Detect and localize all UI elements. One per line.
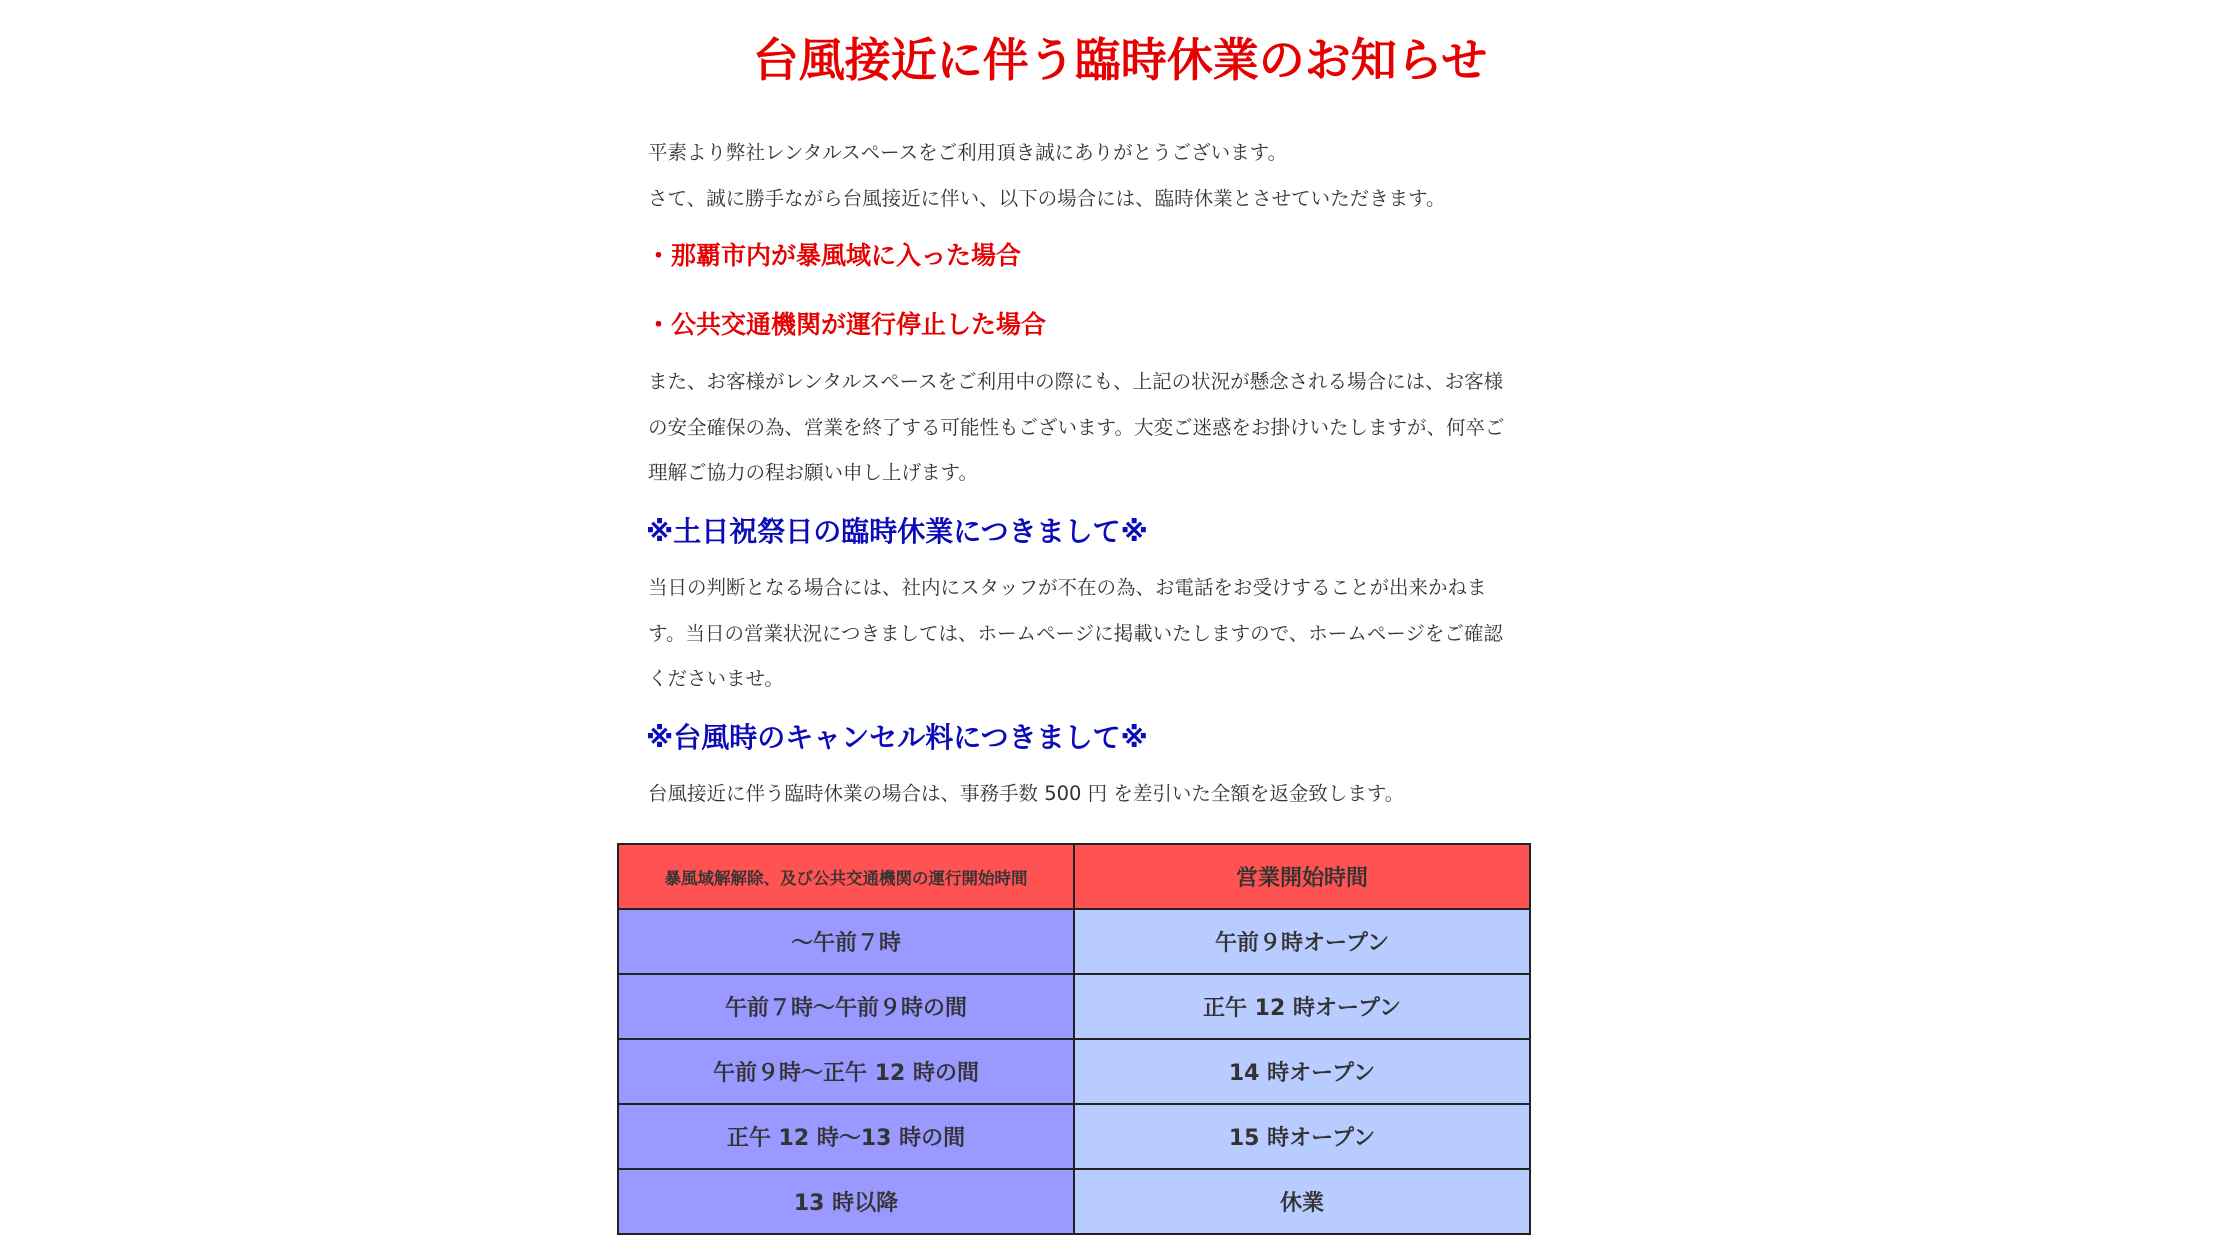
opening-time-cell: 休業: [1074, 1169, 1530, 1234]
table-row: [618, 1169, 1530, 1234]
header-resumption-time: 暴風域解解除、及び公共交通機関の運行開始時間: [618, 844, 1074, 909]
weekend-closure-text: 当日の判断となる場合には、社内にスタッフが不在の為、お電話をお受けすることが出来かねます。当日の営業状況につきましては、ホームページに掲載いたしますので、ホームページをご確認くださいませ。: [648, 576, 1503, 690]
resumption-time-cell: 13 時以降: [618, 1169, 1074, 1234]
caution-text: また、お客様がレンタルスペースをご利用中の際にも、上記の状況が懸念される場合には、お客様の安全確保の為、営業を終了する可能性もございます。大変ご迷惑をお掛けいたしますが、何卒ご理解ご協力の程お願い申し上げます。: [648, 370, 1505, 484]
intro-line-2: さて、誠に勝手ながら台風接近に伴い、以下の場合には、臨時休業とさせていただきます。: [648, 187, 1446, 210]
condition-storm-zone: ・那覇市内が暴風域に入った場合: [646, 241, 1022, 270]
page-title: 台風接近に伴う臨時休業のお知らせ: [752, 33, 1488, 87]
header-opening-time: 営業開始時間: [1074, 844, 1530, 909]
cancellation-fee-text: 台風接近に伴う臨時休業の場合は、事務手数 500 円 を差引いた全額を返金致します。: [648, 782, 1405, 805]
table-header-row: [618, 844, 1530, 909]
weekend-closure-heading: ※土日祝祭日の臨時休業につきまして※: [646, 515, 1148, 548]
resumption-time-cell: ～午前７時: [618, 909, 1074, 974]
opening-time-cell: 正午 12 時オープン: [1074, 974, 1530, 1039]
opening-time-cell: 15 時オープン: [1074, 1104, 1530, 1169]
opening-schedule-table: [617, 843, 1531, 1235]
cancellation-fee-heading: ※台風時のキャンセル料につきまして※: [646, 721, 1148, 754]
resumption-time-cell: 午前９時～正午 12 時の間: [618, 1039, 1074, 1104]
resumption-time-cell: 正午 12 時～13 時の間: [618, 1104, 1074, 1169]
table-row: [618, 1104, 1530, 1169]
table-row: [618, 909, 1530, 974]
opening-time-cell: 14 時オープン: [1074, 1039, 1530, 1104]
condition-transit-stop: ・公共交通機関が運行停止した場合: [646, 310, 1047, 339]
table-row: [618, 1039, 1530, 1104]
opening-time-cell: 午前９時オープン: [1074, 909, 1530, 974]
resumption-time-cell: 午前７時～午前９時の間: [618, 974, 1074, 1039]
table-row: [618, 974, 1530, 1039]
intro-line-1: 平素より弊社レンタルスペースをご利用頂き誠にありがとうございます。: [648, 141, 1288, 164]
